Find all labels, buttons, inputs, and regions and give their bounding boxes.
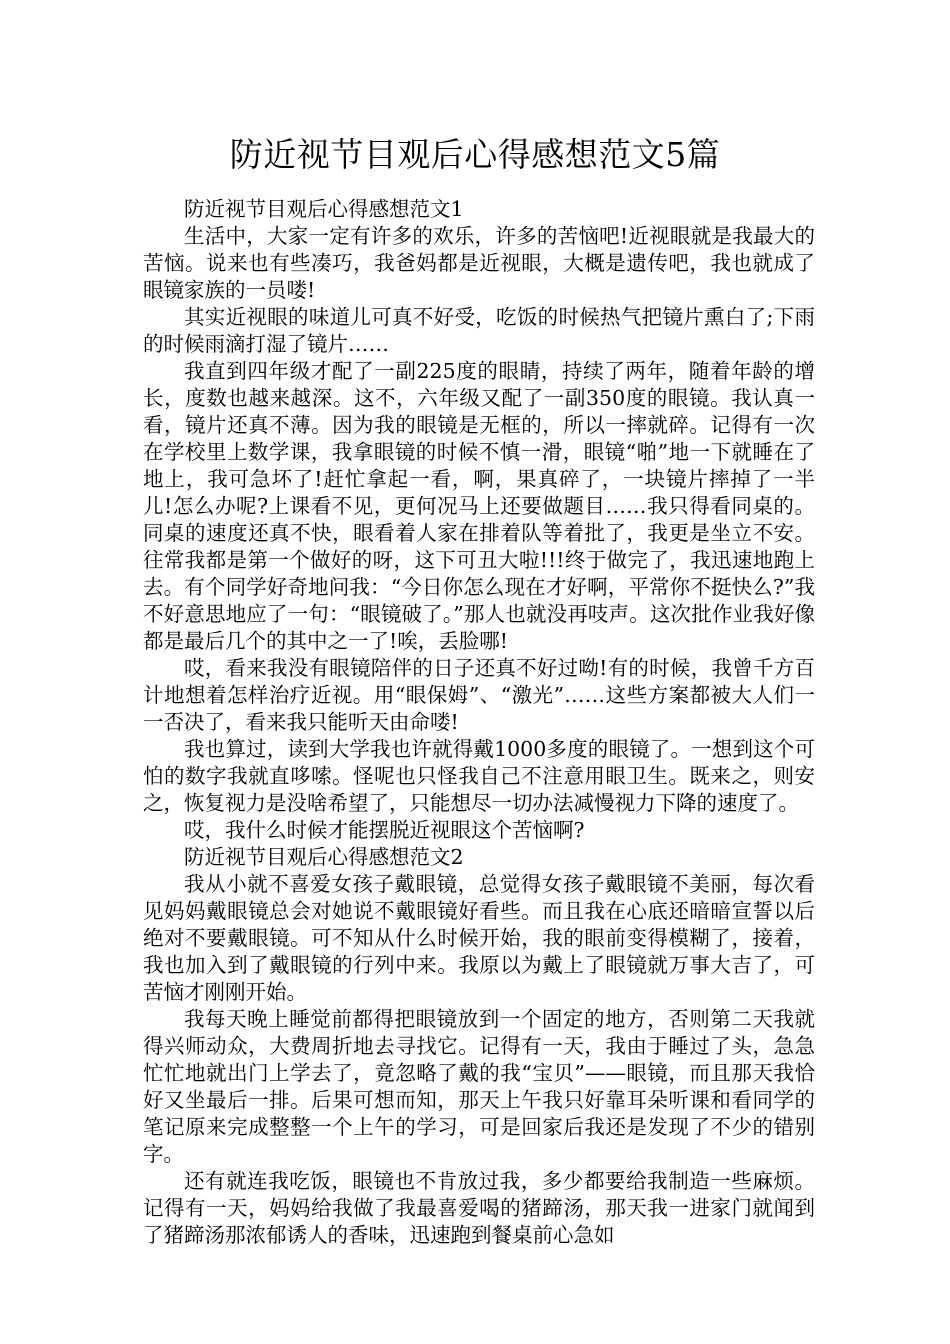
paragraph: 哎，我什么时候才能摆脱近视眼这个苦恼啊?	[184, 818, 585, 842]
paragraph: 生活中，大家一定有许多的欢乐，许多的苦恼吧!近视眼就是我最大的苦恼。说来也有些凑巧，我爸妈都是近视眼，大概是遗传吧，我也就成了眼镜家族的一员喽!	[143, 224, 815, 302]
paragraph: 我每天晚上睡觉前都得把眼镜放到一个固定的地方，否则第二天我就得兴师动众，大费周折地去寻找它。记得有一天，我由于睡过了头，急急忙忙地就出门上学去了，竟忽略了戴的我“宝贝”——眼镜，而且那天我恰好又坐最后一排。后果可想而知，那天上午我只好靠耳朵听课和看同学的笔记原来完成整整一个上午的学习，可是回家后我还是发现了不少的错别字。	[143, 1007, 815, 1166]
document-title: 防近视节目观后心得感想范文5篇	[229, 135, 721, 174]
paragraph: 我从小就不喜爱女孩子戴眼镜，总觉得女孩子戴眼镜不美丽，每次看见妈妈戴眼镜总会对她说不戴眼镜好看些。而且我在心底还暗暗宣誓以后绝对不要戴眼镜。可不知从什么时候开始，我的眼前变得模糊了，接着，我也加入到了戴眼镜的行列中来。我原以为戴上了眼镜就万事大吉了，可苦恼才刚刚开始。	[143, 872, 815, 1004]
paragraph: 其实近视眼的味道儿可真不好受，吃饭的时候热气把镜片熏白了;下雨的时候雨滴打湿了镜片……	[143, 305, 815, 356]
paragraph: 我也算过，读到大学我也许就得戴1000多度的眼镜了。一想到这个可怕的数字我就直哆嗦。怪呢也只怪我自己不注意用眼卫生。既来之，则安之，恢复视力是没啥希望了，只能想尽一切办法减慢视力下降的速度了。	[143, 737, 815, 815]
paragraph: 还有就连我吃饭，眼镜也不肯放过我，多少都要给我制造一些麻烦。记得有一天，妈妈给我做了我最喜爱喝的猪蹄汤，那天我一进家门就闻到了猪蹄汤那浓郁诱人的香味，迅速跑到餐桌前心急如	[143, 1169, 815, 1247]
section-heading: 防近视节目观后心得感想范文1	[184, 197, 464, 221]
document-body	[143, 196, 815, 1249]
paragraph: 我直到四年级才配了一副225度的眼睛，持续了两年，随着年龄的增长，度数也越来越深。这不，六年级又配了一副350度的眼镜。我认真一看，镜片还真不薄。因为我的眼镜是无框的，所以一摔就碎。记得有一次在学校里上数学课，我拿眼镜的时候不慎一滑，眼镜“啪”地一下就睡在了地上，我可急坏了!赶忙拿起一看，啊，果真碎了，一块镜片摔掉了一半儿!怎么办呢?上课看不见，更何况马上还要做题目……我只得看同桌的。同桌的速度还真不快，眼看着人家在排着队等着批了，我更是坐立不安。往常我都是第一个做好的呀，这下可丑大啦!!!终于做完了，我迅速地跑上去。有个同学好奇地问我：“今日你怎么现在才好啊，平常你不挺快么?”我不好意思地应了一句：“眼镜破了。”那人也就没再吱声。这次批作业我好像都是最后几个的其中之一了!唉，丢脸哪!	[143, 359, 815, 653]
paragraph: 哎，看来我没有眼镜陪伴的日子还真不好过呦!有的时候，我曾千方百计地想着怎样治疗近视。用“眼保姆”、“激光”……这些方案都被大人们一一否决了，看来我只能听天由命喽!	[143, 656, 815, 734]
section-heading: 防近视节目观后心得感想范文2	[184, 845, 464, 869]
